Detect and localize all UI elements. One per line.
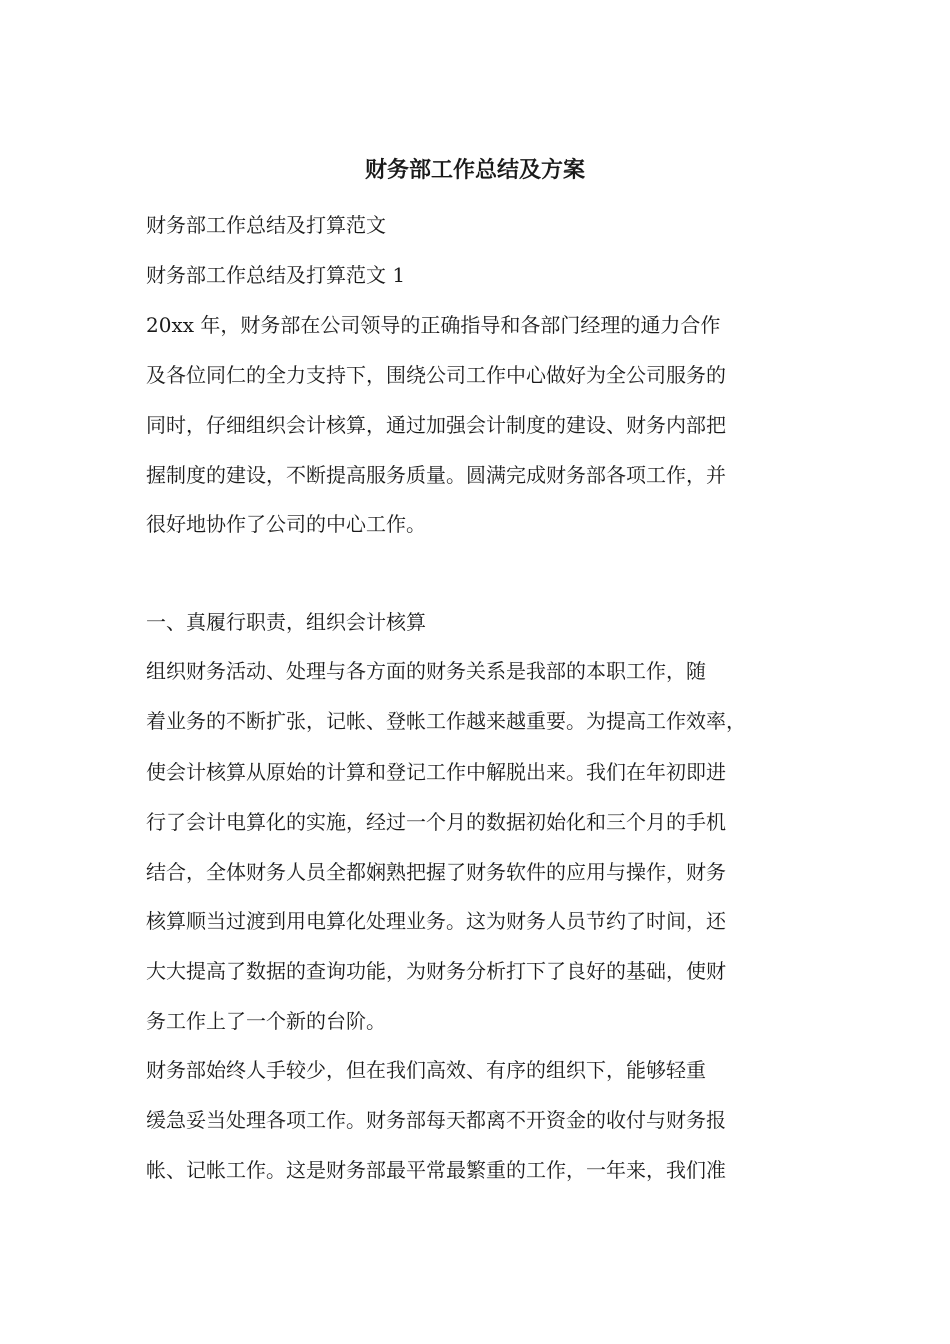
section-heading-line: 财务部工作总结及打算范文 1 bbox=[146, 263, 406, 287]
paragraph-line: 着业务的不断扩张，记帐、登帐工作越来越重要。为提高工作效率， bbox=[146, 709, 746, 733]
paragraph-line: 及各位同仁的全力支持下，围绕公司工作中心做好为全公司服务的 bbox=[146, 363, 726, 387]
paragraph-line: 缓急妥当处理各项工作。财务部每天都离不开资金的收付与财务报 bbox=[146, 1108, 726, 1132]
subtitle-line: 财务部工作总结及打算范文 bbox=[146, 213, 386, 237]
paragraph-line: 结合，全体财务人员全都娴熟把握了财务软件的应用与操作，财务 bbox=[146, 860, 726, 884]
heading-line: 一、真履行职责，组织会计核算 bbox=[146, 610, 426, 634]
paragraph-line: 行了会计电算化的实施，经过一个月的数据初始化和三个月的手机 bbox=[146, 810, 726, 834]
paragraph-line: 务工作上了一个新的台阶。 bbox=[146, 1009, 386, 1033]
paragraph-line: 很好地协作了公司的中心工作。 bbox=[146, 512, 426, 536]
paragraph-line: 帐、记帐工作。这是财务部最平常最繁重的工作，一年来，我们准 bbox=[146, 1158, 726, 1182]
paragraph-line: 同时，仔细组织会计核算，通过加强会计制度的建设、财务内部把 bbox=[146, 413, 726, 437]
document-title: 财务部工作总结及方案 bbox=[364, 157, 585, 183]
paragraph-line: 财务部始终人手较少，但在我们高效、有序的组织下，能够轻重 bbox=[146, 1058, 706, 1082]
paragraph-line: 核算顺当过渡到用电算化处理业务。这为财务人员节约了时间，还 bbox=[146, 909, 726, 933]
paragraph-line: 握制度的建设，不断提高服务质量。圆满完成财务部各项工作，并 bbox=[146, 463, 726, 487]
paragraph-line: 大大提高了数据的查询功能，为财务分析打下了良好的基础，使财 bbox=[146, 959, 726, 983]
paragraph-line: 组织财务活动、处理与各方面的财务关系是我部的本职工作，随 bbox=[146, 659, 706, 683]
paragraph-line: 使会计核算从原始的计算和登记工作中解脱出来。我们在年初即进 bbox=[146, 760, 726, 784]
paragraph-line: 20xx 年，财务部在公司领导的正确指导和各部门经理的通力合作 bbox=[146, 313, 721, 337]
